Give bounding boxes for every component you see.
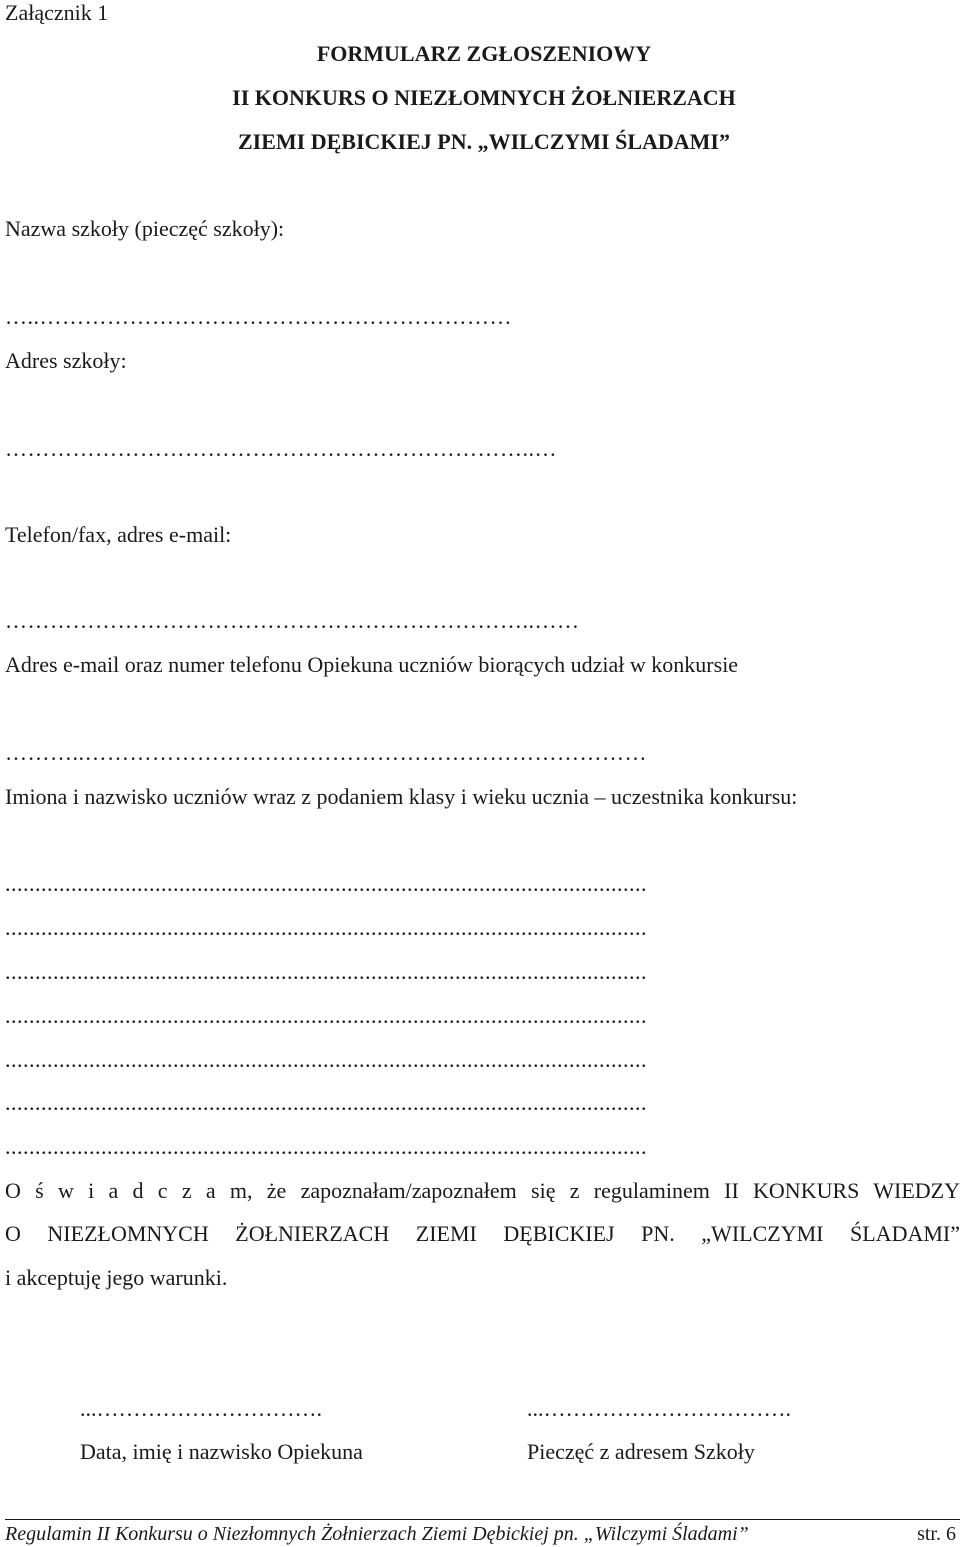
page-number: str. 6	[917, 1523, 956, 1545]
student-line-4[interactable]: ...........................................................................................................	[5, 1003, 647, 1028]
school-stamp-label: Pieczęć z adresem Szkoły	[527, 1439, 755, 1464]
phone-email-field[interactable]: ……………………………………………………………..……	[5, 608, 580, 633]
form-title-line-2: II KONKURS O NIEZŁOMNYCH ŻOŁNIERZACH	[232, 85, 736, 110]
student-line-2[interactable]: ...........................................................................................................	[5, 915, 647, 940]
form-title-line-3: ZIEMI DĘBICKIEJ PN. „WILCZYMI ŚLADAMI”	[237, 129, 730, 154]
school-address-field[interactable]: ……………………………………………………………..…	[5, 436, 557, 461]
phone-email-label: Telefon/fax, adres e-mail:	[5, 522, 232, 547]
school-stamp-field[interactable]: ...…………………………….	[527, 1396, 791, 1421]
guardian-contact-label: Adres e-mail oraz numer telefonu Opiekuna uczniów biorących udział w konkursie	[5, 652, 739, 677]
guardian-signature-label: Data, imię i nazwisko Opiekuna	[80, 1439, 363, 1464]
students-label: Imiona i nazwisko uczniów wraz z podaniem klasy i wieku ucznia – uczestnika konkursu:	[5, 784, 798, 809]
school-name-label: Nazwa szkoły (pieczęć szkoły):	[5, 216, 285, 241]
declaration-line-2: O NIEZŁOMNYCH ŻOŁNIERZACH ZIEMI DĘBICKIEJ PN. „WILCZYMI ŚLADAMI”	[5, 1221, 960, 1246]
form-title-line-1: FORMULARZ ZGŁOSZENIOWY	[316, 41, 652, 66]
student-line-7[interactable]: ...........................................................................................................	[5, 1134, 647, 1159]
declaration-line-1: O ś w i a d c z a m, że zapoznałam/zapoznałem się z regulaminem II KONKURS WIEDZY	[5, 1178, 960, 1203]
school-address-label: Adres szkoły:	[5, 348, 127, 373]
student-line-6[interactable]: ...........................................................................................................	[5, 1090, 647, 1115]
student-line-1[interactable]: ...........................................................................................................	[5, 871, 647, 896]
guardian-signature-field[interactable]: ...………………………….	[80, 1396, 322, 1421]
student-line-5[interactable]: ...........................................................................................................	[5, 1047, 647, 1072]
student-line-3[interactable]: ...........................................................................................................	[5, 959, 647, 984]
footer-regulation-title: Regulamin II Konkursu o Niezłomnych Żołnierzach Ziemi Dębickiej pn. „Wilczymi Śladami”	[5, 1523, 749, 1545]
footer-divider	[5, 1519, 960, 1520]
declaration-line-3: i akceptuję jego warunki.	[5, 1265, 228, 1290]
guardian-contact-field[interactable]: ………..…………………………………………………………………	[5, 740, 647, 765]
attachment-label: Załącznik 1	[5, 0, 109, 25]
school-name-field[interactable]: …..………………………………………………………	[5, 304, 512, 329]
